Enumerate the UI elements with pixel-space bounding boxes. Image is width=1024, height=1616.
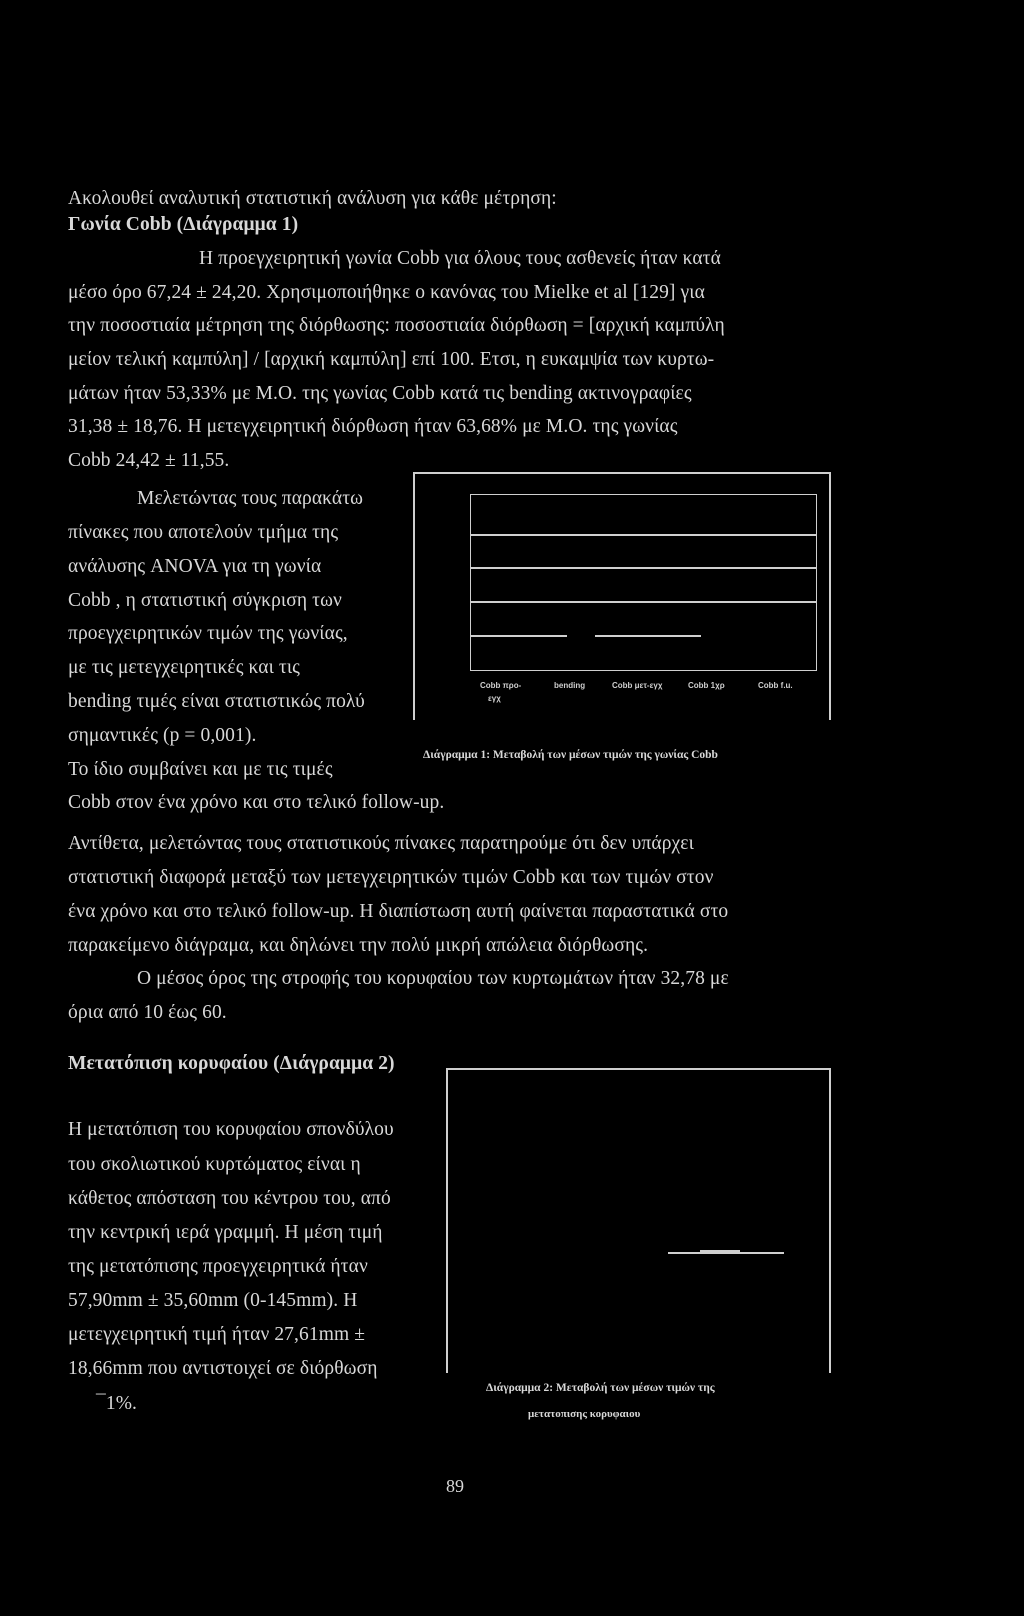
p1-line: μείον τελική καμπύλη] / [αρχική καμπύλη] επί 100. Ετσι, η ευκαμψία των κυρτω- — [68, 349, 715, 370]
figure1-plot-area — [470, 494, 817, 671]
figure2-right-border — [829, 1068, 831, 1373]
p1-line: 31,38 ± 18,76. Η μετεγχειρητική διόρθωση ήταν 63,68% με Μ.Ο. της γωνίας — [68, 416, 678, 437]
figure2-top-border — [446, 1068, 829, 1070]
section-heading-cobb: Γωνία Cobb (Διάγραμμα 1) — [68, 214, 299, 235]
figure1-series-line — [470, 635, 567, 637]
figure1-x-label: Cobb f.u. — [758, 681, 793, 690]
p5-line: ¯1%. — [96, 1393, 138, 1414]
p4-line: Ο μέσος όρος της στροφής του κορυφαίου των κυρτωμάτων ήταν 32,78 με — [137, 968, 729, 989]
p5-line: Η μετατόπιση του κορυφαίου σπονδύλου — [68, 1119, 394, 1140]
figure2-caption: Διάγραμμα 2: Μεταβολή των μέσων τιμών της — [486, 1382, 715, 1394]
figure1-gridline — [470, 534, 817, 536]
p3-line: Αντίθετα, μελετώντας τους στατιστικούς πίνακες παρατηρούμε ότι δεν υπάρχει — [68, 833, 694, 854]
p2-line: Cobb στον ένα χρόνο και στο τελικό follow-up. — [68, 792, 445, 813]
figure1-x-label: bending — [554, 681, 586, 690]
figure1-x-label: εγχ — [488, 694, 501, 703]
p2-line: πίνακες που αποτελούν τμήμα της — [68, 522, 339, 543]
figure1-right-border — [829, 472, 831, 720]
page-number: 89 — [446, 1476, 464, 1496]
figure2-series-line — [668, 1252, 784, 1254]
p2-line: με τις μετεγχειρητικές και τις — [68, 657, 300, 678]
p5-line: 18,66mm που αντιστοιχεί σε διόρθωση — [68, 1358, 378, 1379]
p4-line: όρια από 10 έως 60. — [68, 1002, 227, 1023]
p2-line: Το ίδιο συμβαίνει και με τις τιμές — [68, 759, 333, 780]
p3-line: ένα χρόνο και στο τελικό follow-up. Η διαπίστωση αυτή φαίνεται παραστατικά στο — [68, 901, 729, 922]
figure1-x-label: Cobb μετ-εγχ — [612, 681, 663, 690]
p2-line: Μελετώντας τους παρακάτω — [137, 488, 364, 509]
figure1-left-border — [413, 472, 415, 720]
p5-line: την κεντρική ιερά γραμμή. Η μέση τιμή — [68, 1222, 383, 1243]
p5-line: του σκολιωτικού κυρτώματος είναι η — [68, 1154, 361, 1175]
figure2-left-border — [446, 1068, 448, 1373]
figure2-series-peak — [700, 1250, 740, 1252]
p2-line: ανάλυσης ANOVA για τη γωνία — [68, 556, 322, 577]
figure1-x-label: Cobb 1χρ — [688, 681, 725, 690]
p5-line: της μετατόπισης προεγχειρητικά ήταν — [68, 1256, 368, 1277]
p2-line: προεγχειρητικών τιμών της γωνίας, — [68, 623, 348, 644]
p1-line: την ποσοστιαία μέτρηση της διόρθωσης: ποσοστιαία διόρθωση = [αρχική καμπύλη — [68, 315, 725, 336]
figure2-caption: μετατοπισης κορυφαιου — [528, 1408, 641, 1420]
p1-line: μέσο όρο 67,24 ± 24,20. Χρησιμοποιήθηκε ο κανόνας του Mielke et al [129] για — [68, 282, 705, 303]
intro-text: Ακολουθεί αναλυτική στατιστική ανάλυση για κάθε μέτρηση: — [68, 188, 557, 209]
figure1-gridline — [470, 567, 817, 569]
p2-line: bending τιμές είναι στατιστικώς πολύ — [68, 691, 365, 712]
p1-line: μάτων ήταν 53,33% με Μ.Ο. της γωνίας Cobb κατά τις bending ακτινογραφίες — [68, 383, 692, 404]
p1-line: Cobb 24,42 ± 11,55. — [68, 450, 230, 471]
p5-line: 57,90mm ± 35,60mm (0-145mm). Η — [68, 1290, 358, 1311]
figure1-x-label: Cobb προ- — [480, 681, 522, 690]
p3-line: στατιστική διαφορά μεταξύ των μετεγχειρητικών τιμών Cobb και των τιμών στον — [68, 867, 714, 888]
p5-line: κάθετος απόσταση του κέντρου του, από — [68, 1188, 391, 1209]
figure1-top-border — [413, 472, 831, 474]
p5-line: μετεγχειρητική τιμή ήταν 27,61mm ± — [68, 1324, 366, 1345]
p2-line: Cobb , η στατιστική σύγκριση των — [68, 590, 342, 611]
p2-line: σημαντικές (p = 0,001). — [68, 725, 257, 746]
section-heading-apex: Μετατόπιση κορυφαίου (Διάγραμμα 2) — [68, 1053, 395, 1074]
figure1-series-line — [595, 635, 701, 637]
figure1-caption: Διάγραμμα 1: Μεταβολή των μέσων τιμών της γωνίας Cobb — [423, 749, 718, 761]
p3-line: παρακείμενο διάγραμα, και δηλώνει την πολύ μικρή απώλεια διόρθωσης. — [68, 935, 649, 956]
figure1-gridline — [470, 601, 817, 603]
p1-line: Η προεγχειρητική γωνία Cobb για όλους τους ασθενείς ήταν κατά — [199, 248, 721, 269]
